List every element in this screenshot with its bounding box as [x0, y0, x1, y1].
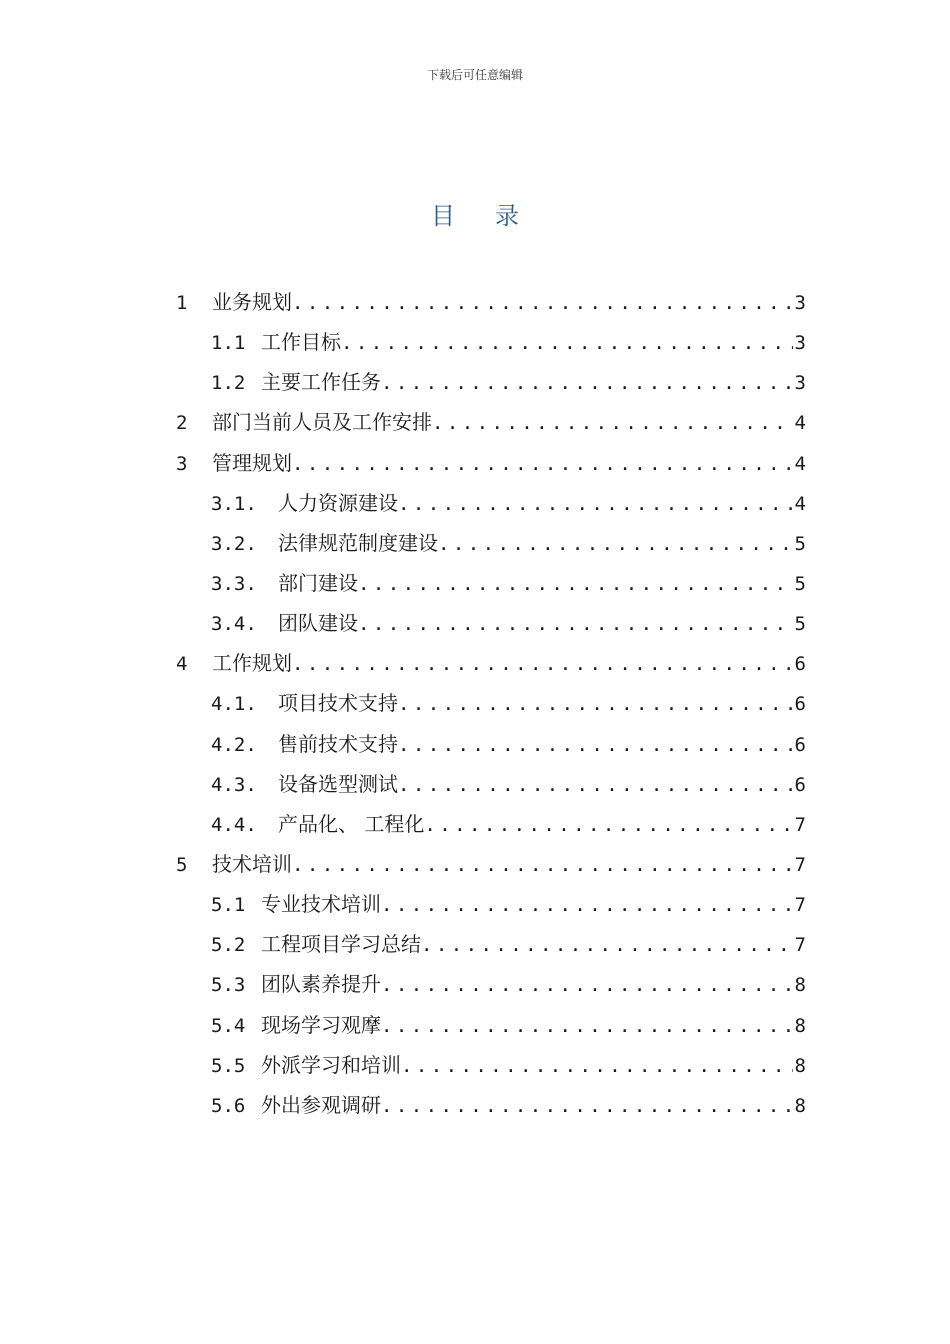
toc-entry[interactable]	[176, 483, 806, 523]
toc-entry-page-number: 5	[794, 613, 806, 636]
toc-entry[interactable]	[176, 844, 806, 884]
toc-entry[interactable]	[176, 683, 806, 723]
toc-entry-number: 5	[176, 853, 188, 876]
toc-entry-label: 部门建设	[278, 570, 358, 595]
toc-entry-page-number: 7	[794, 813, 806, 836]
toc-entry-number: 5.1	[211, 894, 246, 917]
toc-dot-leader	[381, 885, 793, 924]
toc-entry-label: 现场学习观摩	[261, 1012, 381, 1037]
toc-entry-number: 4	[176, 653, 188, 676]
toc-entry-number: 5.4	[211, 1014, 246, 1037]
toc-entry-number: 1.2	[211, 372, 246, 395]
toc-entry-label: 工作规划	[212, 651, 292, 676]
toc-entry-number: 5.5	[211, 1054, 246, 1077]
toc-entry-label: 业务规划	[212, 290, 292, 314]
toc-entry-number: 4.1.	[211, 693, 257, 716]
toc-entry-page-number: 3	[794, 332, 806, 355]
toc-dot-leader	[381, 1006, 793, 1045]
toc-entry-label: 团队建设	[278, 611, 358, 636]
toc-entry-number: 3.3.	[211, 572, 257, 595]
toc-entry-page-number: 8	[794, 1014, 806, 1037]
toc-dot-leader	[421, 925, 793, 964]
toc-dot-leader	[398, 765, 793, 804]
toc-entry-number: 5.2	[211, 934, 246, 957]
toc-dot-leader	[398, 684, 793, 723]
toc-dot-leader	[292, 444, 793, 483]
toc-dot-leader	[292, 283, 793, 322]
toc-dot-leader	[398, 484, 793, 523]
toc-entry-number: 1.1	[211, 332, 246, 355]
toc-dot-leader	[432, 403, 793, 442]
toc-entry[interactable]	[176, 884, 806, 924]
toc-entry-label: 工程项目学习总结	[261, 932, 421, 957]
toc-entry-number: 4.2.	[211, 733, 257, 756]
toc-entry-label: 技术培训	[212, 851, 292, 876]
toc-dot-leader	[438, 524, 793, 563]
toc-entry-label: 设备选型测试	[278, 771, 398, 796]
toc-entry[interactable]	[176, 603, 806, 643]
toc-entry-label: 售前技术支持	[278, 731, 398, 756]
toc-entry-label: 工作目标	[261, 330, 341, 355]
toc-dot-leader	[292, 644, 793, 683]
toc-entry-number: 2	[176, 412, 188, 435]
toc-entry-label: 主要工作任务	[261, 370, 381, 395]
toc-dot-leader	[398, 725, 793, 764]
toc-entry-page-number: 4	[794, 452, 806, 475]
toc-dot-leader	[358, 564, 793, 603]
toc-entry-number: 3	[176, 452, 188, 475]
toc-dot-leader	[381, 1086, 793, 1125]
toc-entry-label: 人力资源建设	[278, 490, 398, 515]
table-of-contents	[176, 282, 806, 1125]
toc-entry-page-number: 6	[794, 773, 806, 796]
toc-dot-leader	[358, 604, 793, 643]
toc-entry-page-number: 3	[794, 292, 806, 314]
toc-entry[interactable]	[176, 443, 806, 483]
toc-entry-number: 5.3	[211, 974, 246, 997]
page-header-note: 下载后可任意编辑	[426, 68, 523, 82]
toc-entry[interactable]	[176, 764, 806, 804]
toc-entry[interactable]	[176, 402, 806, 442]
toc-entry-number: 1	[176, 292, 188, 314]
toc-dot-leader	[381, 965, 793, 1004]
toc-entry-page-number: 4	[794, 492, 806, 515]
toc-entry[interactable]	[176, 1005, 806, 1045]
toc-dot-leader	[292, 845, 793, 884]
toc-entry-page-number: 8	[794, 1094, 806, 1117]
toc-entry-page-number: 4	[794, 412, 806, 435]
toc-entry[interactable]	[176, 563, 806, 603]
toc-entry-page-number: 5	[794, 532, 806, 555]
toc-dot-leader	[424, 805, 792, 844]
toc-entry-page-number: 7	[794, 934, 806, 957]
toc-entry-number: 3.1.	[211, 492, 257, 515]
toc-title: 目录	[431, 202, 559, 230]
toc-entry[interactable]	[176, 523, 806, 563]
toc-entry-label: 外出参观调研	[261, 1092, 381, 1117]
toc-entry-page-number: 7	[794, 853, 806, 876]
toc-entry[interactable]	[176, 643, 806, 683]
toc-entry-number: 3.2.	[211, 532, 257, 555]
toc-entry[interactable]	[176, 924, 806, 964]
toc-dot-leader	[341, 323, 793, 362]
toc-entry-label: 管理规划	[212, 450, 292, 475]
toc-entry-page-number: 8	[794, 974, 806, 997]
toc-entry-page-number: 5	[794, 572, 806, 595]
toc-entry-label: 项目技术支持	[278, 691, 398, 716]
toc-entry[interactable]	[176, 804, 806, 844]
toc-entry-number: 4.4.	[211, 813, 257, 836]
toc-entry[interactable]	[176, 1085, 806, 1125]
toc-entry-label: 产品化、 工程化	[278, 811, 425, 836]
toc-entry[interactable]	[176, 362, 806, 402]
toc-dot-leader	[381, 363, 793, 402]
toc-entry-page-number: 7	[794, 894, 806, 917]
toc-entry-label: 部门当前人员及工作安排	[212, 410, 432, 435]
toc-entry-page-number: 3	[794, 372, 806, 395]
toc-entry-page-number: 6	[794, 653, 806, 676]
toc-entry[interactable]	[176, 322, 806, 362]
toc-entry[interactable]	[176, 964, 806, 1004]
toc-entry-label: 团队素养提升	[261, 972, 381, 997]
toc-entry[interactable]	[176, 282, 806, 322]
toc-entry-page-number: 8	[794, 1054, 806, 1077]
toc-dot-leader	[401, 1046, 793, 1085]
toc-entry-page-number: 6	[794, 733, 806, 756]
toc-entry-number: 3.4.	[211, 613, 257, 636]
toc-entry-label: 法律规范制度建设	[278, 530, 438, 555]
toc-entry-label: 外派学习和培训	[261, 1052, 401, 1077]
toc-entry-number: 5.6	[211, 1094, 246, 1117]
toc-entry-number: 4.3.	[211, 773, 257, 796]
toc-entry[interactable]	[176, 724, 806, 764]
toc-entry[interactable]	[176, 1045, 806, 1085]
toc-entry-page-number: 6	[794, 693, 806, 716]
toc-entry-label: 专业技术培训	[261, 892, 381, 917]
